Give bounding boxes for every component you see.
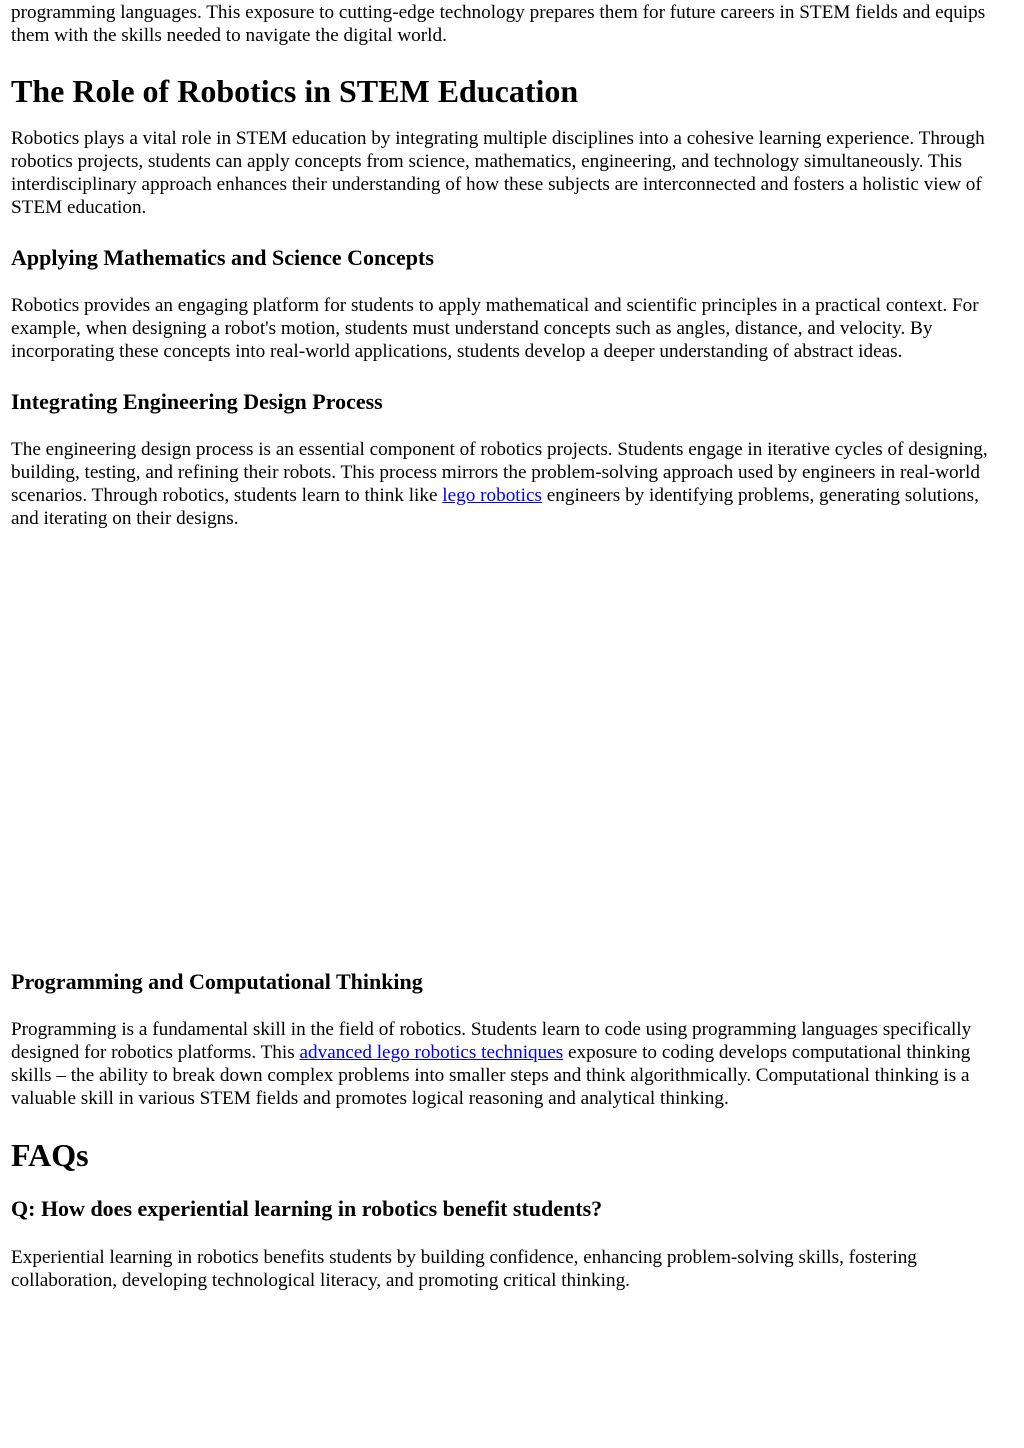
section-heading-programming: Programming and Computational Thinking <box>11 969 423 994</box>
programming-text-before: Programming is a fundamental skill in the field of robotics. Students learn to code using programming languages specifically designed for robotics platforms. This <box>11 1019 972 1063</box>
section-heading-math-science: Applying Mathematics and Science Concepts <box>11 245 434 270</box>
lego-robotics-link[interactable]: lego robotics <box>442 485 542 506</box>
intro-paragraph: programming languages. This exposure to cutting-edge technology prepares them for future careers in STEM fields and equips them with the skills needed to navigate the digital world. <box>11 2 986 46</box>
programming-paragraph <box>11 1018 1011 1110</box>
faqs-heading: FAQs <box>11 1137 89 1173</box>
role-paragraph: Robotics plays a vital role in STEM education by integrating multiple disciplines into a cohesive learning experience. Through robotics projects, students can apply concepts from science, mathematics, engineering, and technology simultaneously. This interdisciplinary approach enhances their understanding of how these subjects are interconnected and fosters a holistic view of STEM education. <box>11 128 985 218</box>
engineering-text-after: engineers by identifying problems, generating solutions, and iterating on their designs. <box>11 485 979 529</box>
math-paragraph: Robotics provides an engaging platform for students to apply mathematical and scientific principles in a practical context. For example, when designing a robot's motion, students must understand concepts such as angles, distance, and velocity. By incorporating these concepts into real-world applications, students develop a deeper understanding of abstract ideas. <box>11 295 979 362</box>
advanced-lego-robotics-link[interactable]: advanced lego robotics techniques <box>299 1042 564 1063</box>
engineering-text-before: The engineering design process is an essential component of robotics projects. Students engage in iterative cycles of designing, building, testing, and refining their robots. This process mirrors the problem-solving approach used by engineers in real-world scenarios. Through robotics, students learn to think like <box>11 439 988 506</box>
engineering-paragraph <box>11 438 1011 530</box>
article <box>11 0 1011 1292</box>
faq-answer: Experiential learning in robotics benefits students by building confidence, enhancing problem-solving skills, fostering collaboration, developing technological literacy, and promoting critical thinking. <box>11 1247 917 1291</box>
programming-text-after: exposure to coding develops computational thinking skills – the ability to break down complex problems into smaller steps and think algorithmically. Computational thinking is a valuable skill in various STEM fields and promotes logical reasoning and analytical thinking. <box>11 1042 971 1109</box>
section-heading-role-of-robotics: The Role of Robotics in STEM Education <box>11 73 579 109</box>
section-heading-engineering-design: Integrating Engineering Design Process <box>11 389 383 414</box>
blank-space <box>11 530 1011 969</box>
faq-question: Q: How does experiential learning in robotics benefit students? <box>11 1196 603 1221</box>
